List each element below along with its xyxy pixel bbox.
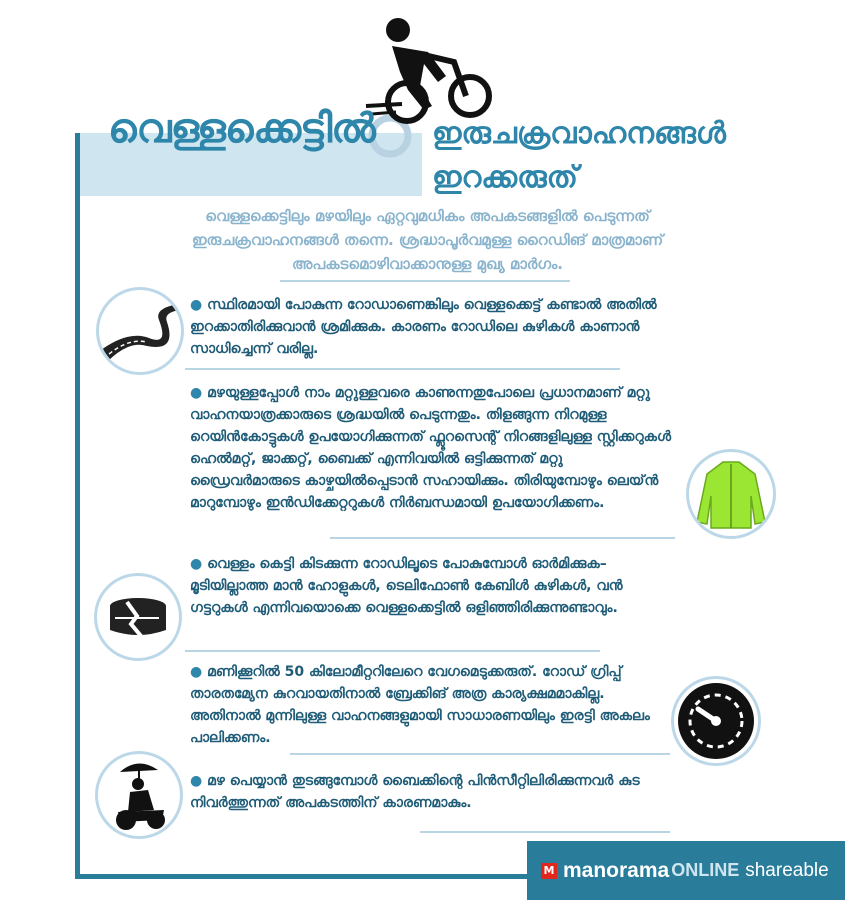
bullet-dot: ● [190, 556, 203, 572]
shareable-tag: shareable [745, 859, 829, 881]
title-part-1: വെള്ളക്കെട്ടിൽ [108, 106, 375, 152]
tip-4-text: മണിക്കൂറിൽ 50 കിലോമീറ്ററിലേറെ വേഗമെടുക്കരുത്. റോഡ് ഗ്രിപ്പ് താരതമ്യേന കുറവായതിനാൽ ബ്രേക്കിങ് അത്ര കാര്യക്ഷമമാകില്ല. അതിനാൽ മുന്നിലുള്ള വാഹനങ്ങളുമായി സാധാരണയിലും ഇരട്ടി അകലം പാലിക്കണം. [190, 664, 650, 746]
jacket-icon [689, 452, 773, 536]
tip-5 [190, 770, 675, 814]
title-part-2: ഇരുചക്രവാഹനങ്ങൾ ഇറക്കരുത് [432, 116, 726, 195]
tip-3-text: വെള്ളം കെട്ടി കിടക്കുന്ന റോഡിലൂടെ പോകുമ്പോൾ ഓർമിക്കുക– മൂടിയില്ലാത്ത മാൻ ഹോളുകൾ, ടെലിഫോൺ കേബിൾ കുഴികൾ, വൻ ഗട്ടറുകൾ എന്നിവയൊക്കെ വെള്ളക്കെട്ടിൽ ഒളിഞ്ഞിരിക്കുന്നുണ്ടാവും. [190, 556, 623, 616]
tip-divider [185, 650, 600, 652]
manorama-logo-icon: M [541, 863, 557, 879]
frame-border-left [75, 133, 80, 879]
speedometer-icon [674, 679, 758, 763]
road-icon [99, 290, 181, 372]
brand-suffix: ONLINE [671, 860, 740, 880]
tip-1-text: സ്ഥിരമായി പോകുന്ന റോഡാണെങ്കിലും വെള്ളക്കെട്ട് കണ്ടാൽ അതിൽ ഇറക്കാതിരിക്കുവാൻ ശ്രമിക്കുക. കാരണം റോഡിലെ കുഴികൾ കാണാൻ സാധിച്ചെന്ന് വരില്ല. [190, 297, 657, 357]
brand-name: manorama [563, 858, 670, 882]
umbrella-rider-icon [98, 754, 180, 836]
tip-2-text: മഴയുള്ളപ്പോൾ നാം മറ്റുള്ളവരെ കാണുന്നതുപോലെ പ്രധാനമാണ് മറ്റു വാഹനയാത്രക്കാരുടെ ശ്രദ്ധയിൽ പെടുന്നതും. തിളങ്ങുന്ന നിറമുള്ള റെയിൻകോട്ടുകൾ ഉപയോഗിക്കുന്നത് ഫ്ലൂറസെന്റ് നിറങ്ങളിലുള്ള സ്റ്റിക്കറുകൾ ഹെൽമറ്റ്, ജാക്കറ്റ്, ബൈക്ക് എന്നിവയിൽ ഒട്ടിക്കുന്നത് മറ്റു ഡ്രൈവർമാരുടെ കാഴ്ചയിൽപ്പെടാൻ സഹായിക്കും. തിരിയുമ്പോഴും ലെയ്ൻ മാറുമ്പോഴും ഇൻഡിക്കേറ്ററുകൾ നിർബന്ധമായി ഉപയോഗിക്കണം. [190, 385, 672, 511]
bullet-dot: ● [190, 664, 203, 680]
frame-border-bottom [75, 874, 530, 879]
tip-2 [190, 382, 675, 514]
subtitle-divider [280, 280, 570, 282]
tip-divider [290, 753, 670, 755]
tip-1 [190, 294, 660, 360]
bullet-dot: ● [190, 773, 203, 789]
tip-divider [185, 368, 620, 370]
broken-road-icon [97, 576, 179, 658]
tip-divider [330, 537, 675, 539]
bullet-dot: ● [190, 297, 203, 313]
footer-brand-bar[interactable] [527, 841, 845, 900]
tip-3 [190, 553, 670, 619]
bullet-dot: ● [190, 385, 203, 401]
tip-5-text: മഴ പെയ്യാൻ തുടങ്ങുമ്പോൾ ബൈക്കിന്റെ പിൻസീറ്റിലിരിക്കുന്നവർ കുട നിവർത്തുന്നത് അപകടത്തിന് കാരണമാകും. [190, 773, 640, 811]
tip-4 [190, 661, 675, 749]
tip-divider [420, 831, 670, 833]
subtitle: വെള്ളക്കെട്ടിലും മഴയിലും ഏറ്റവുമധികം അപകടങ്ങളിൽ പെടുന്നത് ഇരുചക്രവാഹനങ്ങൾ തന്നെ. ശ്രദ്ധാപൂർവമുള്ള റൈഡിങ് മാത്രമാണ് അപകടമൊഴിവാക്കാനുള്ള മുഖ്യ മാർഗം. [191, 207, 664, 273]
